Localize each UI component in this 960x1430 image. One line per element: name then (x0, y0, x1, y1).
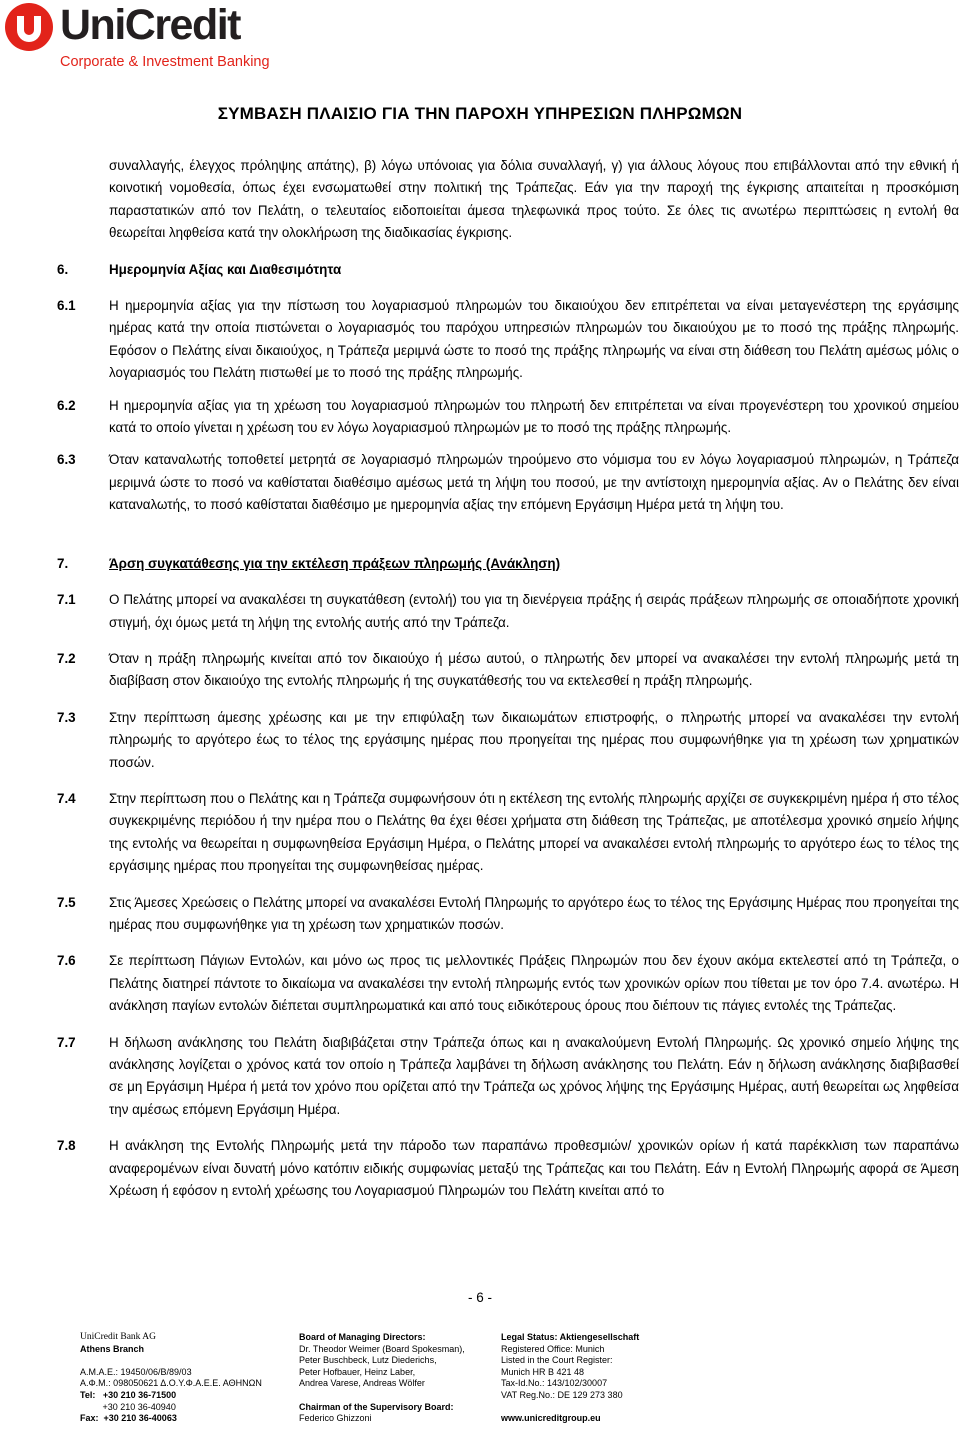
footer-line: Board of Managing Directors: (299, 1332, 426, 1342)
footer-line: Federico Ghizzoni (299, 1413, 372, 1424)
footer-website-link[interactable]: www.unicreditgroup.eu (501, 1413, 601, 1424)
clause-number: 7.6 (57, 953, 76, 969)
section-6-heading (57, 259, 959, 281)
intro-text: συναλλαγής, έλεγχος πρόληψης απάτης), β) λόγω υπόνοιας για δόλια συναλλαγή, γ) για άλλους λόγους που επιβάλλονται από την εθνική ή κοινοτική νομοθεσία, όπως έχει ενσωματωθεί στην πολιτική της Τράπεζας. Εάν για την παροχή της έγκρισης απαιτείται η προσκόμιση παραστατικών από τον Πελάτη, ο τελευταίος ειδοποιείται άμεσα τηλεφωνικά προς τούτο. Σε όλες τις ανωτέρω περιπτώσεις η εντολή θα θεωρείται ληφθείσα κατά την ολοκλήρωση της διαδικασίας έγκρισης. (109, 158, 959, 241)
intro-paragraph (57, 155, 959, 245)
footer-line: VAT Reg.No.: DE 129 273 380 (501, 1389, 623, 1400)
document-body (57, 155, 959, 1202)
footer-line: Peter Hofbauer, Heinz Laber, (299, 1366, 416, 1377)
clause-text: Σε περίπτωση Πάγιων Εντολών, και μόνο ως προς τις μελλοντικές Πράξεις Πληρωμών που δεν έχουν ακόμα εκτελεστεί από τη Τράπεζα, ο Πελάτης διατηρεί πάντοτε το δικαίωμα να ανακαλέσει την εντολή πληρωμής εντός των χρονικών ορίων που τίθεται με τον όρο 7.4. ανωτέρω. Η ανάκληση παγίων εντολών διέπεται συμπληρωματικά και από τους ειδικότερους όρους που διέπουν τις πάγιες εντολές της Τράπεζας. (109, 953, 959, 1014)
footer-line: Munich HR B 421 48 (501, 1366, 585, 1377)
clause-number: 7.4 (57, 790, 76, 806)
clause-7-5 (57, 892, 959, 937)
clause-number: 6.3 (57, 452, 76, 468)
clause-7-3 (57, 707, 959, 774)
footer-line: Athens Branch (80, 1343, 145, 1354)
footer-bank-info (80, 1332, 280, 1425)
clause-7-6 (57, 950, 959, 1017)
clause-text: Όταν καταναλωτής τοποθετεί μετρητά σε λογαριασμό πληρωμών τηρούμενο στο νόμισμα του εν λόγω λογαριασμού πληρωμών, η Τράπεζα μεριμνά ώστε το ποσό να καθίσταται διαθέσιμο αμέσως μετά τη λήψη του ποσού, με την αντίστοιχη ημερομηνία αξίας. Αν ο Πελάτης δεν είναι καταναλωτής, το ποσό καθίσταται διαθέσιμο με ημερομηνία αξίας την επόμενη Εργάσιμη Ημέρα μετά τη λήψη του. (109, 452, 959, 513)
clause-text: Στην περίπτωση που ο Πελάτης και η Τράπεζα συμφωνήσουν ότι η εκτέλεση της εντολής πληρωμής αρχίζει σε συγκεκριμένη ημέρα ή στο τέλος συγκεκριμένης περιόδου ή την ημέρα που ο Πελάτης θα έχει θέσει χρήματα στη διάθεση της Τράπεζας, με αποτέλεσμα χρονικό σημείο λήψης της εντολής να θεωρείται η συμφωνηθείσα Εργάσιμη Ημέρα, ο Πελάτης μπορεί να ανακαλέσει εντολή πληρωμής το αργότερο έως το τέλος της εργάσιμης ημέρας που προηγείται της συμφωνηθείσας ημέρας. (109, 790, 959, 874)
clause-7-8 (57, 1135, 959, 1202)
clause-7-4 (57, 788, 959, 878)
footer-legal-info (501, 1332, 701, 1425)
clause-6-2 (57, 395, 959, 440)
clause-number: 7.1 (57, 592, 76, 608)
footer-board-info (299, 1332, 489, 1425)
footer-line: Tax-Id.No.: 143/102/30007 (501, 1378, 608, 1389)
clause-text: Η ανάκληση της Εντολής Πληρωμής μετά την πάροδο των παραπάνω προθεσμιών/ χρονικών ορίων ή κατά παρέκκλιση των παραπάνω αναφερομένων είναι δυνατή μόνο κατόπιν ειδικής συμφωνίας μεταξύ της Τράπεζας και του Πελάτη. Εάν η Εντολή Πληρωμής αφορά σε Άμεση Χρέωση ή εφόσον η εντολή χρέωσης του Λογαριασμού Πληρωμών του Πελάτη κινείται από το (109, 1138, 959, 1199)
footer-line: Legal Status: Aktiengesellschaft (501, 1332, 640, 1342)
clause-text: Η ημερομηνία αξίας για τη χρέωση του λογαριασμού πληρωμών του πληρωτή δεν επιτρέπεται να είναι προγενέστερη του χρονικού σημείου κατά το οποίο γίνεται η χρέωση του εν λόγω λογαριασμού πληρωμών με το ποσό της πράξης πληρωμής. (109, 397, 959, 436)
footer-line: Listed in the Court Register: (501, 1355, 613, 1366)
clause-number: 7.5 (57, 894, 76, 910)
clause-number: 6.2 (57, 397, 76, 413)
footer-line: Fax: +30 210 36-40063 (80, 1413, 177, 1424)
footer-line: Tel: +30 210 36-71500 (80, 1389, 177, 1400)
clause-6-1 (57, 295, 959, 385)
clause-text: Η δήλωση ανάκλησης του Πελάτη διαβιβάζεται στην Τράπεζα όπως και η ανακαλούμενη Εντολή Πληρωμής. Ως χρονικό σημείο λήψης της ανάκλησης λογίζεται ο χρόνος κατά τον οποίο η Τράπεζα λαμβάνει τη δήλωση ανάκλησης του Πελάτη. Εάν η δήλωση ανάκλησης διαβιβασθεί σε μη Εργάσιμη Ημέρα ή μετά τον χρόνο που ορίζεται από την Τράπεζα ως χρόνος λήψης της Εργάσιμης Ημέρας, αυτή θεωρείται ως ληφθείσα την αμέσως επόμενη Εργάσιμη Ημέρα. (109, 1034, 959, 1117)
page-number: - 6 - (467, 1290, 492, 1305)
unicredit-logo (4, 1, 270, 72)
clause-number: 7.7 (57, 1034, 76, 1050)
clause-number: 7.2 (57, 650, 76, 666)
footer-line (299, 1390, 489, 1402)
logo-subtitle: Corporate & Investment Banking (60, 54, 270, 70)
footer-line: Dr. Theodor Weimer (Board Spokesman), (299, 1343, 465, 1354)
clause-text: Στην περίπτωση άμεσης χρέωσης και με την επιφύλαξη των δικαιωμάτων επιστροφής, ο πληρωτής μπορεί να ανακαλέσει την εντολή πληρωμής το αργότερο έως το τέλος της εργάσιμης ημέρας που προηγείται της ημέρας που συμφωνήθηκε για τη χρέωση των χρηματικών ποσών. (109, 709, 959, 770)
clause-number: 6.1 (57, 298, 76, 314)
unicredit-logo-icon (4, 2, 54, 52)
clause-number: 7.3 (57, 709, 76, 725)
clause-text: Στις Άμεσες Χρεώσεις ο Πελάτης μπορεί να ανακαλέσει Εντολή Πληρωμής το αργότερο έως το τέλος της Εργάσιμης Ημέρας που προηγείται της ημέρας που συμφωνήθηκε για τη χρέωση των χρηματικών ποσών. (109, 894, 959, 932)
footer-line (80, 1355, 280, 1367)
footer-line: Chairman of the Supervisory Board: (299, 1401, 454, 1412)
footer-line (501, 1402, 701, 1414)
footer-line: +30 210 36-40940 (80, 1401, 176, 1412)
clause-text: Η ημερομηνία αξίας για την πίστωση του λογαριασμού πληρωμών του δικαιούχου δεν επιτρέπεται να είναι μεταγενέστερη της εργάσιμης ημέρας κατά την οποία πιστώνεται ο λογαριασμός του παρόχου υπηρεσιών πληρωμών του δικαιούχου με το ποσό της πράξης πληρωμής. Εφόσον ο Πελάτης είναι δικαιούχος, η Τράπεζα μεριμνά ώστε το ποσό της πράξης πληρωμής να είναι στη διάθεση του Πελάτη αμέσως μόλις ο λογαριασμός του Πελάτη πιστωθεί με το ποσό της πράξης πληρωμής. (109, 298, 959, 381)
footer-line: Α.Μ.Α.Ε.: 19450/06/Β/89/03 (80, 1366, 192, 1377)
clause-6-3 (57, 449, 959, 516)
footer-line: Andrea Varese, Andreas Wölfer (299, 1378, 425, 1389)
clause-text: Ο Πελάτης μπορεί να ανακαλέσει τη συγκατάθεση (εντολή) του για τη διενέργεια πράξης ή σειράς πράξεων πληρωμής σε οποιαδήποτε χρονική στιγμή, όχι όμως μετά τη λήψη της εντολής αυτής από την Τράπεζα. (109, 592, 959, 630)
logo-brand-text: UniCredit (60, 1, 240, 49)
section-number: 6. (57, 261, 69, 277)
section-7-heading (57, 553, 959, 575)
section-title: Άρση συγκατάθεσης για την εκτέλεση πράξεων πληρωμής (Ανάκληση) (109, 555, 561, 571)
clause-7-7 (57, 1032, 959, 1122)
clause-text: Όταν η πράξη πληρωμής κινείται από τον δικαιούχο ή μέσω αυτού, ο πληρωτής δεν μπορεί να ανακαλέσει την εντολή πληρωμής μετά τη διαβίβαση στον δικαιούχο της εντολής πληρωμής ή της συγκατάθεσής του να εκτελεσθεί η πράξη πληρωμής. (109, 650, 959, 689)
section-title: Ημερομηνία Αξίας και Διαθεσιμότητα (109, 261, 342, 277)
clause-7-1 (57, 589, 959, 634)
clause-number: 7.8 (57, 1138, 76, 1154)
footer-line: Peter Buschbeck, Lutz Diederichs, (299, 1355, 437, 1366)
footer-line: Α.Φ.Μ.: 098050621 Δ.Ο.Υ.Φ.Α.Ε.Ε. ΑΘΗΝΩΝ (80, 1378, 262, 1389)
section-number: 7. (57, 555, 69, 571)
clause-7-2 (57, 648, 959, 693)
footer-line: UniCredit Bank AG (80, 1332, 156, 1342)
footer-line: Registered Office: Munich (501, 1343, 605, 1354)
document-title: ΣΥΜΒΑΣΗ ΠΛΑΙΣΙΟ ΓΙΑ ΤΗΝ ΠΑΡΟΧΗ ΥΠΗΡΕΣΙΩΝ ΠΛΗΡΩΜΩΝ (217, 104, 743, 123)
